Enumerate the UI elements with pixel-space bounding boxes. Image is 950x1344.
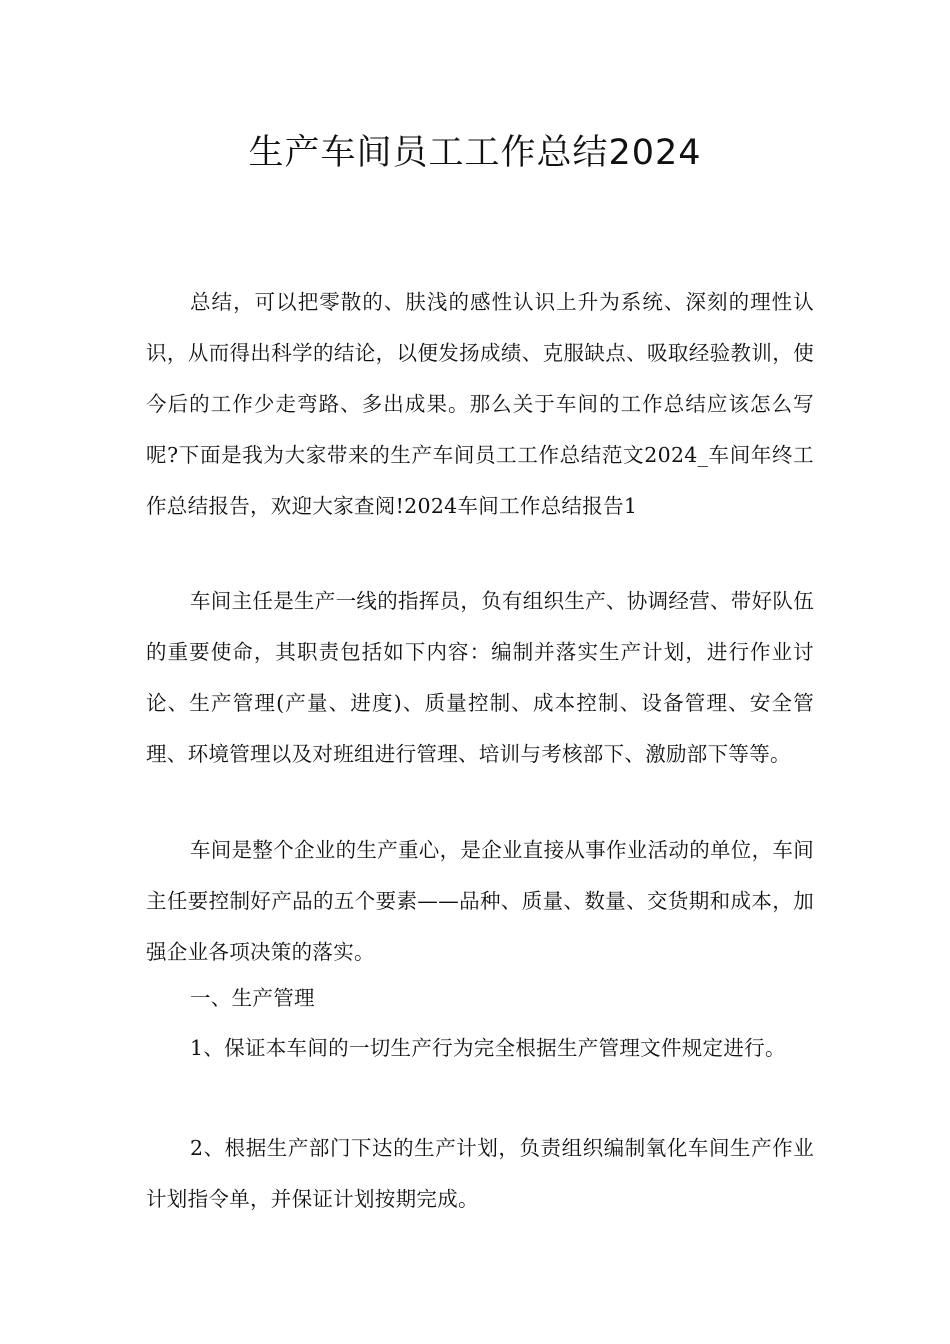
document-title: 生产车间员工工作总结2024	[248, 133, 702, 173]
paragraph-workshop-role: 车间是整个企业的生产重心，是企业直接从事作业活动的单位，车间主任要控制好产品的五个要素——品种、质量、数量、交货期和成本，加强企业各项决策的落实。	[146, 838, 814, 964]
list-item-1: 1、保证本车间的一切生产行为完全根据生产管理文件规定进行。	[190, 1036, 786, 1060]
section-heading-production-management: 一、生产管理	[190, 986, 315, 1010]
paragraph-intro: 总结，可以把零散的、肤浅的感性认识上升为系统、深刻的理性认识，从而得出科学的结论，以便发扬成绩、克服缺点、吸取经验教训，使今后的工作少走弯路、多出成果。那么关于车间的工作总结应该怎么写呢?下面是我为大家带来的生产车间员工工作总结范文2024_车间年终工作总结报告，欢迎大家查阅!2024车间工作总结报告1	[146, 290, 814, 518]
paragraph-director-duties: 车间主任是生产一线的指挥员，负有组织生产、协调经营、带好队伍的重要使命，其职责包括如下内容：编制并落实生产计划，进行作业讨论、生产管理(产量、进度)、质量控制、成本控制、设备管理、安全管理、环境管理以及对班组进行管理、培训与考核部下、激励部下等等。	[146, 589, 814, 766]
list-item-2: 2、根据生产部门下达的生产计划，负责组织编制氧化车间生产作业计划指令单，并保证计划按期完成。	[146, 1136, 814, 1211]
